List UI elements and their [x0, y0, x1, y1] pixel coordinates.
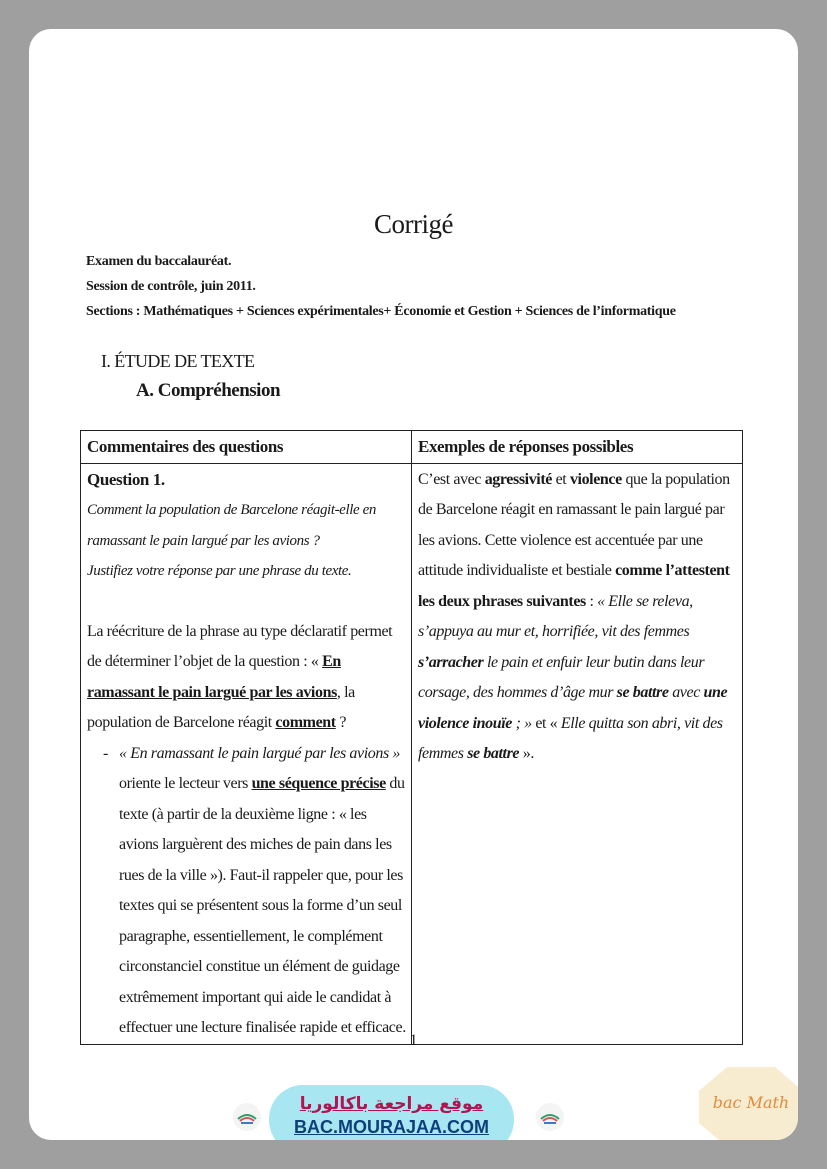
- table-row: [81, 463, 743, 1044]
- page-number: 1: [409, 1032, 418, 1049]
- sub-heading: A. Compréhension: [136, 380, 281, 401]
- question-label: Question 1.: [87, 469, 165, 489]
- list-item: - « En ramassant le pain largué par les avions » oriente le lecteur vers une séquence précise du texte (à partir de la deuxième ligne : « les avions larguèrent des miches de pain dans les rues de la ville »). Faut-il rappeler que, pour les textes qui se présentent sous la forme d’un seul paragraphe, essentiellement, le complément circonstanciel constitue un élément de guidage extrêmement important qui aide le candidat à effectuer une lecture finalisée rapide et efficace.: [87, 739, 407, 1044]
- site-badge[interactable]: [269, 1085, 514, 1140]
- site-logo-icon: [232, 1102, 262, 1132]
- rewrite-paragraph: La réécriture de la phrase au type déclaratif permet de déterminer l’objet de la question : « En ramassant le pain largué par les avions, la population de Barcelone réagit comment ?: [87, 622, 393, 731]
- site-url-link[interactable]: BAC.MOURAJAA.COM: [294, 1117, 489, 1137]
- logo-text: bac Math: [712, 1093, 790, 1112]
- bac-math-logo: [697, 1065, 798, 1140]
- table-header-examples: Exemples de réponses possibles: [412, 431, 743, 464]
- key-phrase: En ramassant le pain largué par les avions: [87, 653, 341, 701]
- table-header-comments: Commentaires des questions: [81, 431, 412, 464]
- meta-session: Session de contrôle, juin 2011.: [86, 279, 256, 294]
- key-phrase: comme l’attestent les deux phrases suivantes: [418, 562, 730, 610]
- key-word: comment: [275, 714, 336, 731]
- examples-cell: C’est avec agressivité et violence que la population de Barcelone réagit en ramassant le pain largué par les avions. Cette violence est accentuée par une attitude individualiste et bestiale comme l’attestent les deux phrases suivantes : « Elle se releva, s’appuya au mur et, horrifiée, vit des femmes s’arracher le pain et enfuir leur butin dans leur corsage, des hommes d’âge mur se battre avec une violence inouïe ; » et « Elle quitta son abri, vit des femmes se battre ».: [412, 463, 743, 1044]
- page-title: Corrigé: [374, 209, 453, 239]
- meta-exam: Examen du baccalauréat.: [86, 254, 232, 269]
- section-heading: I. ÉTUDE DE TEXTE: [101, 351, 255, 371]
- key-phrase: une séquence précise: [251, 775, 386, 792]
- document-page: [29, 29, 798, 1140]
- table-header-row: [81, 431, 743, 464]
- answers-table: [80, 430, 743, 1045]
- meta-sections: Sections : Mathématiques + Sciences expérimentales+ Économie et Gestion + Sciences de l’informatique: [86, 304, 676, 319]
- exam-metadata: [86, 249, 676, 324]
- site-logo-icon: [535, 1102, 565, 1132]
- site-name-arabic[interactable]: موقع مراجعة باكالوريا: [299, 1094, 484, 1114]
- bullet-dash: -: [103, 744, 108, 762]
- comments-cell: [81, 463, 412, 1044]
- question-text: Comment la population de Barcelone réagit-elle en ramassant le pain largué par les avions ?: [87, 502, 376, 549]
- question-instruction: Justifiez votre réponse par une phrase du texte.: [87, 563, 352, 579]
